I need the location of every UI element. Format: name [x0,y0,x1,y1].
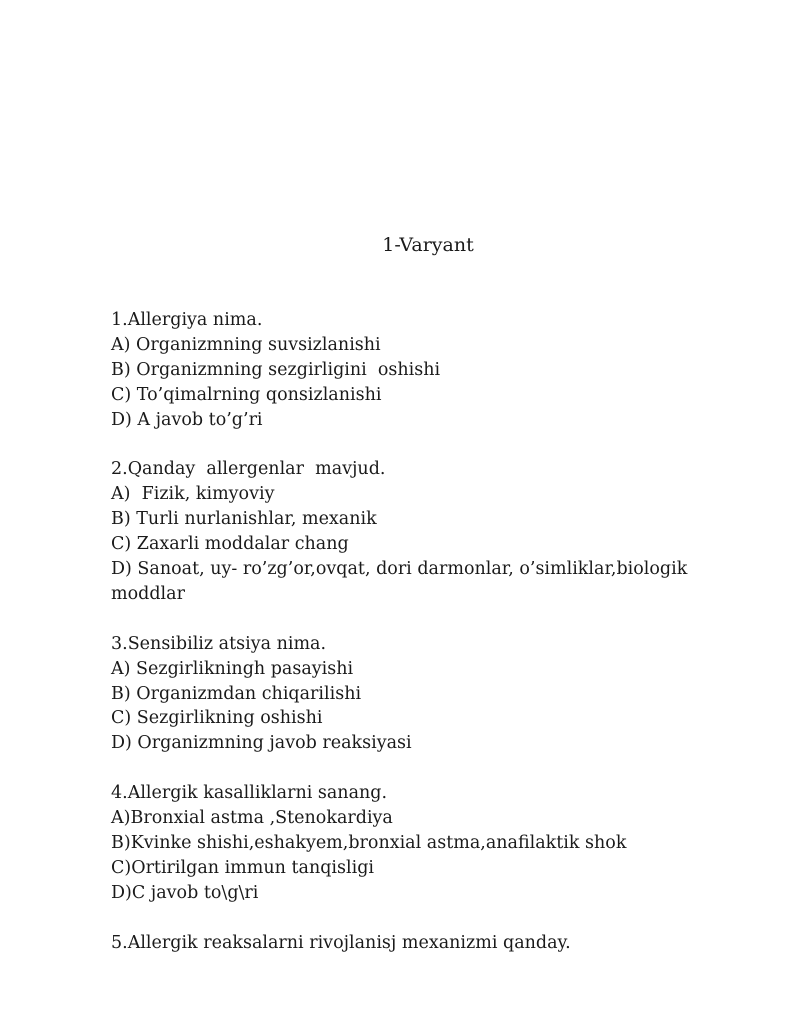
question-text: 3.Sensibiliz atsiya nima. [111,633,327,654]
question-block-1 [111,308,711,433]
answer-option-c: C) Zaxarli moddalar chang [111,534,349,555]
answer-option-a: A) Sezgirlikningh pasayishi [111,658,354,679]
question-block-3 [111,632,711,757]
questions-list [111,308,711,980]
answer-option-b: B) Organizmning sezgirligini oshishi [111,359,441,380]
answer-option-d: D)C javob to\g\ri [111,882,259,903]
answer-option-b: B)Kvinke shishi,eshakyem,bronxial astma,anafilaktik shok [111,832,627,853]
answer-option-d: D) Sanoat, uy- ro’zg’or,ovqat, dori darmonlar, o’simliklar,biologik moddlar [111,559,693,604]
answer-option-a: A) Organizmning suvsizlanishi [111,334,381,355]
answer-option-d: D) Organizmning javob reaksiyasi [111,733,412,754]
answer-option-c: C) To’qimalrning qonsizlanishi [111,384,382,405]
answer-option-c: C)Ortirilgan immun tanqisligi [111,857,374,878]
answer-option-b: B) Turli nurlanishlar, mexanik [111,509,377,530]
question-block-4 [111,781,711,906]
answer-option-b: B) Organizmdan chiqarilishi [111,683,362,704]
question-text: 1.Allergiya nima. [111,310,263,330]
answer-option-c: C) Sezgirlikning oshishi [111,708,323,729]
question-text: 2.Qanday allergenlar mavjud. [111,459,386,480]
answer-option-a: A)Bronxial astma ,Stenokardiya [111,808,393,829]
question-text: 5.Allergik reaksalarni rivojlanisj mexanizmi qanday. [111,932,571,953]
question-block-5 [111,931,711,956]
answer-option-d: D) A javob to’g’ri [111,409,263,430]
question-text: 4.Allergik kasalliklarni sanang. [111,783,388,804]
answer-option-a: A) Fizik, kimyoviy [111,484,275,505]
page-title: 1-Varyant [382,234,474,256]
question-block-2 [111,457,711,606]
